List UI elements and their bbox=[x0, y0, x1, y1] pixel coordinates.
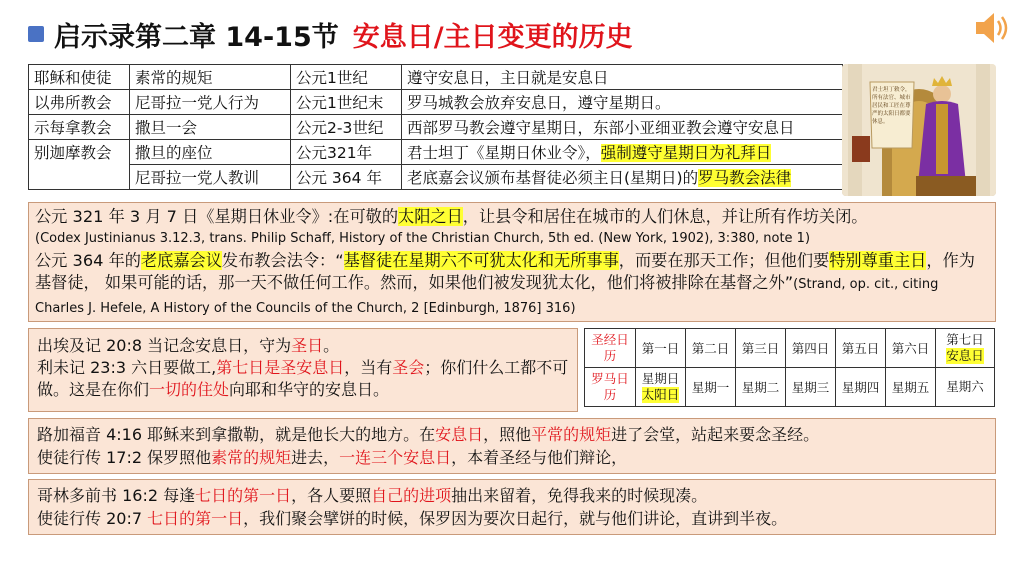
verse-text: ，我们聚会擘饼的时候，保罗因为要次日起行，就与他们讲论，直讲到半夜。 bbox=[243, 509, 788, 528]
day-cell: 星期六 bbox=[936, 368, 995, 407]
verse-text: 使徒行传 17:2 保罗照他 bbox=[37, 448, 212, 467]
quote-text: ，让县令和居住在城市的人们休息，并让所有作坊关闭。 bbox=[462, 207, 868, 226]
scroll-text: 君士坦丁敕令，所有法官、城市居民和工匠在尊严的太阳日都要休息。 bbox=[872, 87, 911, 125]
topic-cell: 撒旦的座位 bbox=[130, 140, 291, 165]
verse-emphasis: 七日的第一日 bbox=[195, 486, 292, 505]
slide-title bbox=[28, 14, 633, 54]
verse-emphasis: 一连三个安息日 bbox=[339, 448, 452, 467]
title-main: 启示录第二章 14-15节 bbox=[54, 21, 339, 53]
calendar-label: 圣经日历 bbox=[585, 329, 636, 368]
quote-364 bbox=[35, 250, 989, 320]
citation-1: (Codex Justinianus 3.12.3, trans. Philip Schaff, History of the Christian Church, 5th ed. (New York, 1902), 3:380, note 1) bbox=[35, 231, 811, 246]
day-cell: 第一日 bbox=[636, 329, 686, 368]
speaker-icon[interactable] bbox=[972, 8, 1012, 48]
verse-text: 利未记 23:3 六日要做工, bbox=[37, 358, 217, 377]
verse-text: 使徒行传 20:7 bbox=[37, 509, 148, 528]
verse-exodus bbox=[37, 335, 569, 357]
quote-text: 公元 364 年的 bbox=[35, 251, 141, 270]
day-cell: 星期五 bbox=[886, 368, 936, 407]
verse-text: ，照他 bbox=[483, 425, 532, 444]
event-cell: 罗马城教会放弃安息日，遵守星期日。 bbox=[402, 90, 843, 115]
verse-emphasis: 七日的第一日 bbox=[147, 509, 244, 528]
period-cell: 公元1世纪末 bbox=[291, 90, 402, 115]
verse-luke bbox=[37, 423, 987, 446]
period-cell: 公元2-3世纪 bbox=[291, 115, 402, 140]
day-cell: 第四日 bbox=[786, 329, 836, 368]
day-highlight: 安息日 bbox=[946, 348, 984, 363]
day-cell: 星期三 bbox=[786, 368, 836, 407]
verse-acts-17 bbox=[37, 446, 987, 469]
verse-emphasis: 自己的进项 bbox=[371, 486, 452, 505]
calendar-table bbox=[584, 328, 995, 407]
table-row bbox=[29, 65, 843, 90]
verse-emphasis: 安息日 bbox=[435, 425, 484, 444]
verse-acts-20 bbox=[37, 507, 987, 530]
verse-emphasis: 圣会 bbox=[392, 358, 425, 377]
day-cell: 第三日 bbox=[736, 329, 786, 368]
event-cell bbox=[402, 165, 843, 190]
bullet-square bbox=[28, 26, 44, 42]
day-cell: 星期四 bbox=[836, 368, 886, 407]
citation-2: (Strand, op. cit., citing Charles J. Hefele, A History of the Councils of the Church, 2 [Edinburgh, 1876] 316) bbox=[35, 277, 939, 316]
verse-text: 进了会堂，站起来要念圣经。 bbox=[611, 425, 820, 444]
quote-321 bbox=[35, 206, 989, 228]
historical-quotes bbox=[28, 202, 996, 322]
topic-cell: 撒旦一会 bbox=[130, 115, 291, 140]
period-cell: 公元1世纪 bbox=[291, 65, 402, 90]
quote-text: 发布教会法令：“ bbox=[221, 251, 344, 270]
church-cell: 以弗所教会 bbox=[29, 90, 130, 115]
verse-text: ；你们什么工都不可做。这是在你们 bbox=[37, 358, 569, 399]
church-cell: 耶稣和使徒 bbox=[29, 65, 130, 90]
day-cell bbox=[636, 368, 686, 407]
day-cell: 第二日 bbox=[686, 329, 736, 368]
quote-text: ，作为基督徒， 如果可能的话，那一天不做任何工作。然而，如果他们被发现犹太化，他们将被排除在基督之外” bbox=[35, 251, 975, 292]
verse-emphasis: 圣日 bbox=[291, 336, 324, 355]
church-cell: 别迦摩教会 bbox=[29, 140, 130, 190]
event-text: 老底嘉会议颁布基督徒必须主日(星期日)的 bbox=[407, 169, 699, 187]
table-row bbox=[29, 115, 843, 140]
title-sub: 安息日/主日变更的历史 bbox=[352, 21, 633, 53]
verse-text: ，当有 bbox=[344, 358, 393, 377]
verse-text: 进去， bbox=[291, 448, 340, 467]
event-cell bbox=[402, 140, 843, 165]
luke-acts-verses bbox=[28, 418, 996, 474]
topic-cell: 素常的规矩 bbox=[130, 65, 291, 90]
day-cell: 第六日 bbox=[886, 329, 936, 368]
emperor-illustration bbox=[842, 64, 996, 196]
event-cell: 遵守安息日，主日就是安息日 bbox=[402, 65, 843, 90]
verse-text: 路加福音 4:16 耶稣来到拿撒勒，就是他长大的地方。在 bbox=[37, 425, 436, 444]
verse-text: ，各人要照 bbox=[291, 486, 372, 505]
timeline-table bbox=[28, 64, 843, 190]
exodus-leviticus-verses bbox=[28, 328, 578, 412]
day-cell: 星期二 bbox=[736, 368, 786, 407]
period-cell: 公元321年 bbox=[291, 140, 402, 165]
verse-text: 。 bbox=[323, 336, 340, 355]
emperor-painting bbox=[842, 64, 996, 196]
event-text: 君士坦丁《星期日休业令》， bbox=[407, 144, 601, 162]
quote-highlight: 老底嘉会议 bbox=[140, 251, 222, 270]
event-cell: 西部罗马教会遵守星期日，东部小亚细亚教会遵守安息日 bbox=[402, 115, 843, 140]
verse-text: 向耶和华守的安息日。 bbox=[229, 380, 390, 399]
church-cell: 示每拿教会 bbox=[29, 115, 130, 140]
calendar-label: 罗马日历 bbox=[585, 368, 636, 407]
day-highlight: 太阳日 bbox=[641, 387, 680, 402]
verse-text: ，本着圣经与他们辩论， bbox=[451, 448, 628, 467]
verse-text: 出埃及记 20:8 当记念安息日，守为 bbox=[37, 336, 292, 355]
verse-leviticus bbox=[37, 357, 569, 401]
verse-emphasis: 平常的规矩 bbox=[531, 425, 612, 444]
verse-corinthians bbox=[37, 484, 987, 507]
table-row bbox=[29, 165, 843, 190]
day-name: 星期日 bbox=[641, 371, 680, 386]
quote-highlight: 太阳之日 bbox=[398, 207, 463, 226]
topic-cell: 尼哥拉一党人教训 bbox=[130, 165, 291, 190]
quote-text: ，而要在那天工作；但他们要 bbox=[618, 251, 830, 270]
table-row bbox=[29, 90, 843, 115]
verse-emphasis: 素常的规矩 bbox=[211, 448, 292, 467]
verse-emphasis: 一切的住处 bbox=[149, 380, 230, 399]
period-cell: 公元 364 年 bbox=[291, 165, 402, 190]
event-highlight: 罗马教会法律 bbox=[698, 169, 792, 187]
quote-text: 公元 321 年 3 月 7 日《星期日休业令》:在可敬的 bbox=[35, 207, 399, 226]
table-row bbox=[585, 329, 995, 368]
corinthians-acts-verses bbox=[28, 479, 996, 535]
table-row bbox=[29, 140, 843, 165]
day-cell bbox=[936, 329, 995, 368]
verse-text: 抽出来留着，免得我来的时候现凑。 bbox=[451, 486, 708, 505]
table-row bbox=[585, 368, 995, 407]
event-highlight: 强制遵守星期日为礼拜日 bbox=[600, 144, 772, 162]
quote-highlight: 特别尊重主日 bbox=[829, 251, 927, 270]
quote-highlight: 基督徒在星期六不可犹太化和无所事事 bbox=[343, 251, 619, 270]
day-cell: 星期一 bbox=[686, 368, 736, 407]
verse-emphasis: 第七日是圣安息日 bbox=[216, 358, 345, 377]
verse-text: 哥林多前书 16:2 每逢 bbox=[37, 486, 196, 505]
day-name: 第七日 bbox=[946, 332, 984, 347]
topic-cell: 尼哥拉一党人行为 bbox=[130, 90, 291, 115]
day-cell: 第五日 bbox=[836, 329, 886, 368]
